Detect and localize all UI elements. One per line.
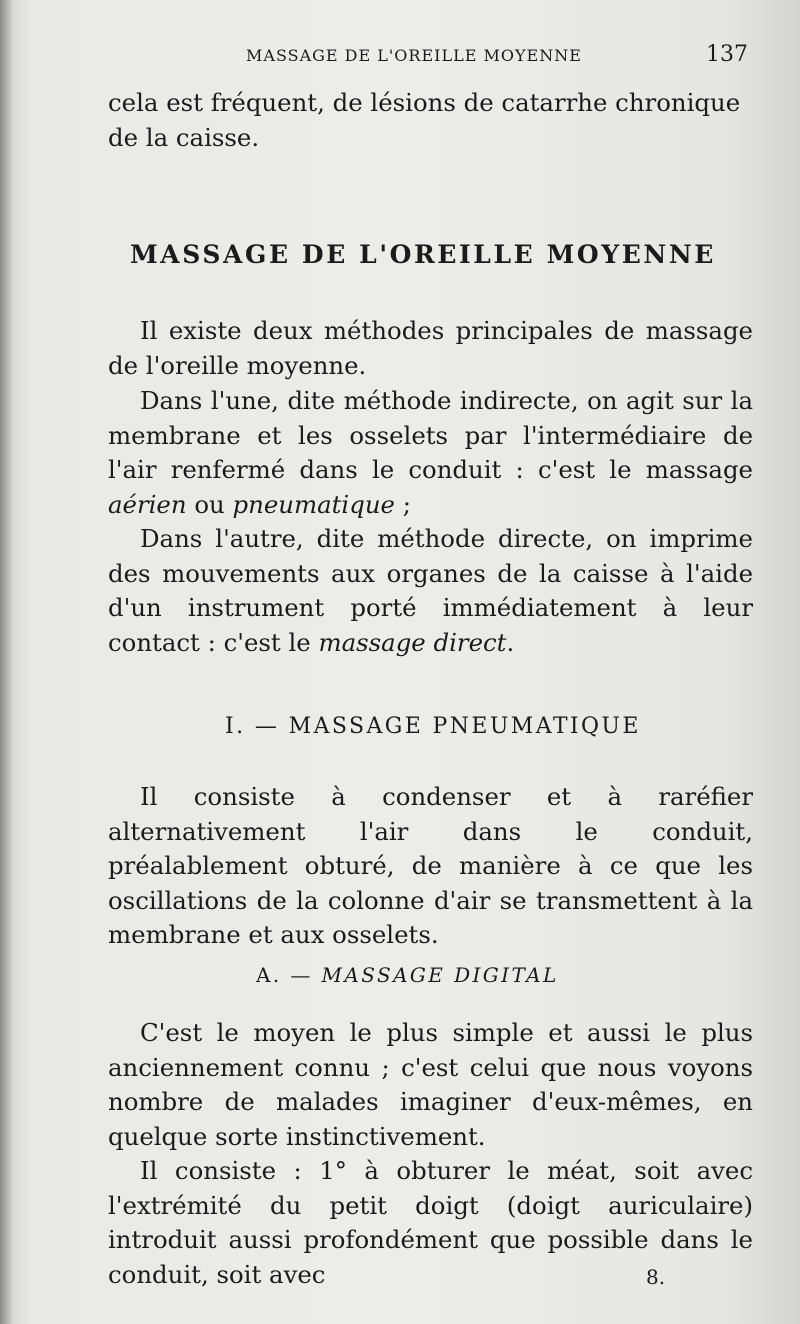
section-title: MASSAGE DE L'OREILLE MOYENNE xyxy=(130,240,716,269)
intro-paragraph xyxy=(108,86,753,155)
italic-pneumatique: pneumatique xyxy=(232,489,395,519)
sub-subsection-prefix: A. — xyxy=(256,963,322,987)
paragraph-pneumatic-text: Il consiste à condenser et à raréfier alternativement l'air dans le conduit, préalablement obturé, de manière à ce que les oscillations de la colonne d'air se transmettent à la membrane et aux osselets. xyxy=(108,782,753,949)
sub-subsection-italic: MASSAGE DIGITAL xyxy=(321,963,559,987)
paragraph-methods-text: Il existe deux méthodes principales de massage de l'oreille moyenne. xyxy=(108,316,753,380)
intro-line-2: de la caisse. xyxy=(108,122,260,152)
paragraph-methods xyxy=(108,314,753,383)
running-head xyxy=(0,40,800,70)
paragraph-procedure-text: Il consiste : 1° à obturer le méat, soit avec l'extrémité du petit doigt (doigt auriculaire) introduit aussi profondément que possible dans le conduit, soit avec xyxy=(108,1156,753,1289)
paragraph-pneumatic xyxy=(108,780,753,953)
page-number: 137 xyxy=(706,42,748,67)
paragraph-indirect-method xyxy=(108,384,753,522)
paragraph-indirect-text: Dans l'une, dite méthode indirecte, on agit sur la membrane et les osselets par l'intermédiaire de l'air renfermé dans le conduit : c'est le massage xyxy=(108,386,753,484)
intro-line-1: cela est fréquent, de lésions de catarrhe chronique xyxy=(108,88,741,117)
paragraph-direct-method xyxy=(108,522,753,660)
paragraph-direct-text: Dans l'autre, dite méthode directe, on imprime des mouvements aux organes de la caisse à l'aide d'un instrument porté immédiatement à leur contact : c'est le xyxy=(108,524,753,657)
page-edge-shadow xyxy=(0,0,12,1324)
paragraph-digital-text: C'est le moyen le plus simple et aussi le plus anciennement connu ; c'est celui que nous voyons nombre de malades imaginer d'eux-mêmes, en quelque sorte instinctivement. xyxy=(108,1018,753,1151)
paragraph-indirect-between: ou xyxy=(186,489,233,519)
sub-subsection-title xyxy=(256,963,559,987)
signature-mark: 8. xyxy=(646,1265,666,1289)
italic-massage-direct: massage direct xyxy=(318,627,507,657)
running-title: MASSAGE DE L'OREILLE MOYENNE xyxy=(246,46,582,65)
subsection-title: I. — MASSAGE PNEUMATIQUE xyxy=(225,714,641,739)
paragraph-digital xyxy=(108,1016,753,1154)
paragraph-indirect-after: ; xyxy=(395,489,411,519)
italic-aerien: aérien xyxy=(108,489,187,519)
paragraph-direct-after: . xyxy=(506,627,515,657)
